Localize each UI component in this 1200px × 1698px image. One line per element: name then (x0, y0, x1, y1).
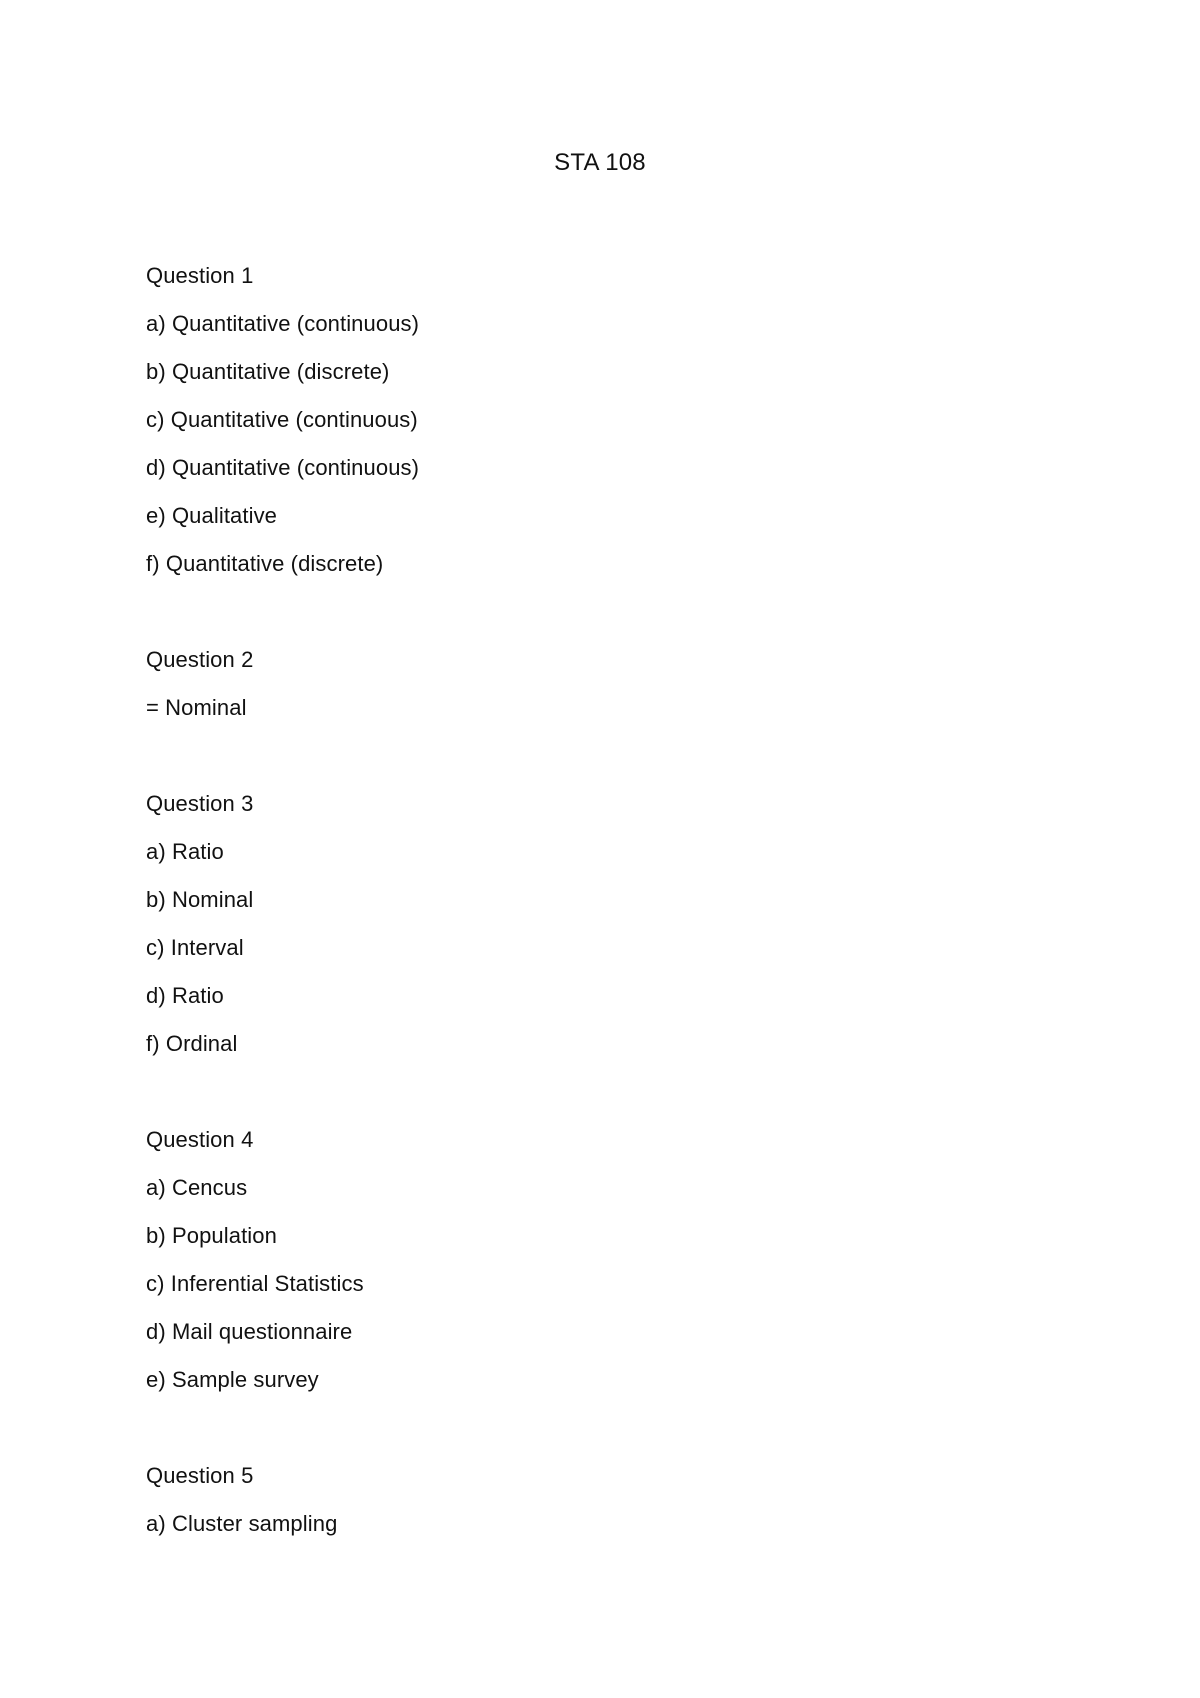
document-title: STA 108 (554, 149, 646, 176)
question-1-answer-d: d) Quantitative (continuous) (146, 455, 420, 480)
question-1-answer-e: e) Qualitative (146, 503, 278, 528)
question-4-answer-d: d) Mail questionnaire (146, 1319, 353, 1344)
question-1-answer-a: a) Quantitative (continuous) (146, 311, 420, 336)
question-5-answer-a: a) Cluster sampling (146, 1511, 338, 1536)
question-1-answer-f: f) Quantitative (discrete) (146, 551, 384, 576)
question-1-heading: Question 1 (146, 263, 254, 288)
document-body (146, 252, 1046, 1596)
question-1-answer-c: c) Quantitative (continuous) (146, 407, 418, 432)
question-2-section (146, 636, 1046, 732)
question-4-answer-c: c) Inferential Statistics (146, 1271, 364, 1296)
question-3-answer-c: c) Interval (146, 935, 244, 960)
question-2-answer: = Nominal (146, 695, 247, 720)
question-4-answer-e: e) Sample survey (146, 1367, 319, 1392)
question-5-section (146, 1452, 1046, 1548)
question-4-answer-a: a) Cencus (146, 1175, 248, 1200)
question-2-heading: Question 2 (146, 647, 254, 672)
question-3-heading: Question 3 (146, 791, 254, 816)
question-4-heading: Question 4 (146, 1127, 254, 1152)
question-3-section (146, 780, 1046, 1068)
question-1-answer-b: b) Quantitative (discrete) (146, 359, 390, 384)
question-3-answer-f: f) Ordinal (146, 1031, 238, 1056)
question-4-section (146, 1116, 1046, 1404)
question-1-section (146, 252, 1046, 588)
question-3-answer-b: b) Nominal (146, 887, 254, 912)
question-5-heading: Question 5 (146, 1463, 254, 1488)
question-3-answer-d: d) Ratio (146, 983, 224, 1008)
question-3-answer-a: a) Ratio (146, 839, 224, 864)
question-4-answer-b: b) Population (146, 1223, 277, 1248)
